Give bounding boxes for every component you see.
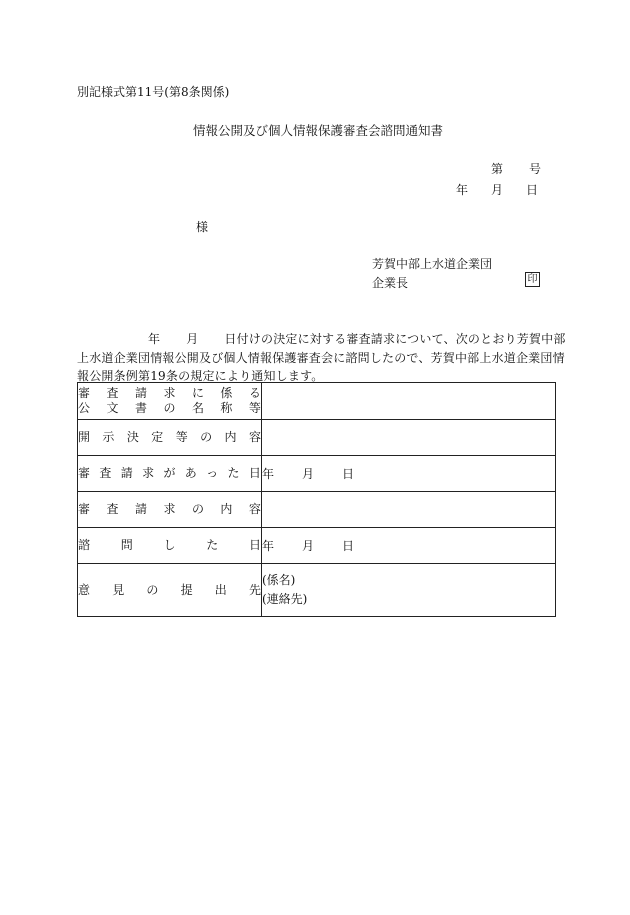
label-documents-line-1 xyxy=(78,386,261,401)
label-char: 内 xyxy=(224,430,237,444)
date-month: 月 xyxy=(302,467,315,481)
document-number-prefix: 第 xyxy=(491,162,504,176)
label-char: 内 xyxy=(220,502,233,516)
disclosure-decision-value-cell[interactable] xyxy=(262,420,556,456)
issue-date-day: 日 xyxy=(526,183,539,197)
label-request-date xyxy=(78,456,262,492)
table-row xyxy=(78,383,556,420)
date-year: 年 xyxy=(262,467,275,481)
label-char: 提 xyxy=(180,582,193,597)
label-char: 日 xyxy=(248,466,261,480)
label-char: 求 xyxy=(163,386,176,400)
sender-title: 企業長 xyxy=(372,276,409,290)
issue-date-month: 月 xyxy=(491,183,504,197)
body-line-1 xyxy=(77,330,566,349)
date-day: 日 xyxy=(342,539,355,553)
body-month: 月 xyxy=(186,332,199,346)
label-char: あ xyxy=(184,466,197,480)
label-char: 諮 xyxy=(78,538,91,552)
issue-date-year: 年 xyxy=(456,183,469,197)
label-char: 出 xyxy=(214,582,227,597)
label-char: の xyxy=(191,502,204,516)
label-char: し xyxy=(163,538,176,552)
label-char: 開 xyxy=(78,430,91,444)
label-char: た xyxy=(227,466,240,480)
request-content-value-cell[interactable] xyxy=(262,492,556,528)
table-row xyxy=(78,492,556,528)
label-char: 日 xyxy=(248,538,261,552)
body-line-2: 上水道企業団情報公開及び個人情報保護審査会に諮問したので、芳賀中部上水道企業団情 xyxy=(77,350,565,365)
notice-table xyxy=(77,382,556,617)
label-char: 査 xyxy=(106,386,119,400)
inquiry-date-value-cell[interactable] xyxy=(262,528,556,564)
opinion-recipient-value-cell[interactable] xyxy=(262,564,556,617)
table-row xyxy=(78,528,556,564)
label-char: 先 xyxy=(248,582,261,597)
body-line-1-rest: 日付けの決定に対する審査請求について、次のとおり芳賀中部 xyxy=(224,332,566,346)
label-char: 請 xyxy=(134,502,147,516)
label-char: 決 xyxy=(126,430,139,444)
label-char: 見 xyxy=(112,582,125,597)
label-char: 文 xyxy=(106,401,119,415)
label-char: 名 xyxy=(191,401,204,415)
label-char: 等 xyxy=(175,430,188,444)
recipient-honorific: 様 xyxy=(196,220,209,234)
label-inquiry-date xyxy=(78,528,262,564)
request-date-value-cell[interactable] xyxy=(262,456,556,492)
document-title: 情報公開及び個人情報保護審査会諮問通知書 xyxy=(193,123,444,138)
label-char: の xyxy=(146,582,159,597)
label-char: 示 xyxy=(102,430,115,444)
label-char: 書 xyxy=(134,401,147,415)
form-number-label: 別記様式第11号(第8条関係) xyxy=(77,85,230,99)
notice-body xyxy=(77,330,566,386)
label-char: 審 xyxy=(78,466,91,480)
label-char: 定 xyxy=(151,430,164,444)
label-char: 請 xyxy=(134,386,147,400)
label-char: 公 xyxy=(78,401,91,415)
document-number xyxy=(491,160,541,177)
label-char: る xyxy=(248,386,261,400)
document-number-suffix: 号 xyxy=(529,162,542,176)
label-char: っ xyxy=(206,466,219,480)
seal-mark: 印 xyxy=(525,272,540,287)
label-char: 求 xyxy=(142,466,155,480)
label-char: の xyxy=(163,401,176,415)
label-char: 等 xyxy=(248,401,261,415)
label-char: が xyxy=(163,466,176,480)
body-year: 年 xyxy=(148,332,161,346)
label-char: 称 xyxy=(220,401,233,415)
label-char: の xyxy=(200,430,213,444)
label-documents-line-2 xyxy=(78,401,261,416)
label-char: 査 xyxy=(106,502,119,516)
label-char: 求 xyxy=(163,502,176,516)
date-month: 月 xyxy=(302,539,315,553)
label-char: 容 xyxy=(248,502,261,516)
label-char: 審 xyxy=(78,502,91,516)
label-char: 容 xyxy=(248,430,261,444)
table-row xyxy=(78,456,556,492)
label-char: 請 xyxy=(120,466,133,480)
department-name-label: (係名) xyxy=(262,573,296,587)
label-char: た xyxy=(206,538,219,552)
date-day: 日 xyxy=(342,467,355,481)
table-row xyxy=(78,564,556,617)
label-disclosure-decision xyxy=(78,420,262,456)
sender-organization: 芳賀中部上水道企業団 xyxy=(372,257,493,271)
table-row xyxy=(78,420,556,456)
contact-info-label: (連絡先) xyxy=(262,592,308,606)
label-char: に xyxy=(191,386,204,400)
label-char: 審 xyxy=(78,386,91,400)
label-char: 査 xyxy=(99,466,112,480)
label-char: 意 xyxy=(78,582,91,597)
body-line-3: 報公開条例第19条の規定により通知します。 xyxy=(77,369,324,383)
issue-date xyxy=(456,181,538,198)
label-request-content xyxy=(78,492,262,528)
label-documents xyxy=(78,383,262,420)
label-char: 問 xyxy=(120,538,133,552)
label-opinion-recipient xyxy=(78,564,262,617)
date-year: 年 xyxy=(262,539,275,553)
label-char: 係 xyxy=(220,386,233,400)
documents-value-cell[interactable] xyxy=(262,383,556,420)
